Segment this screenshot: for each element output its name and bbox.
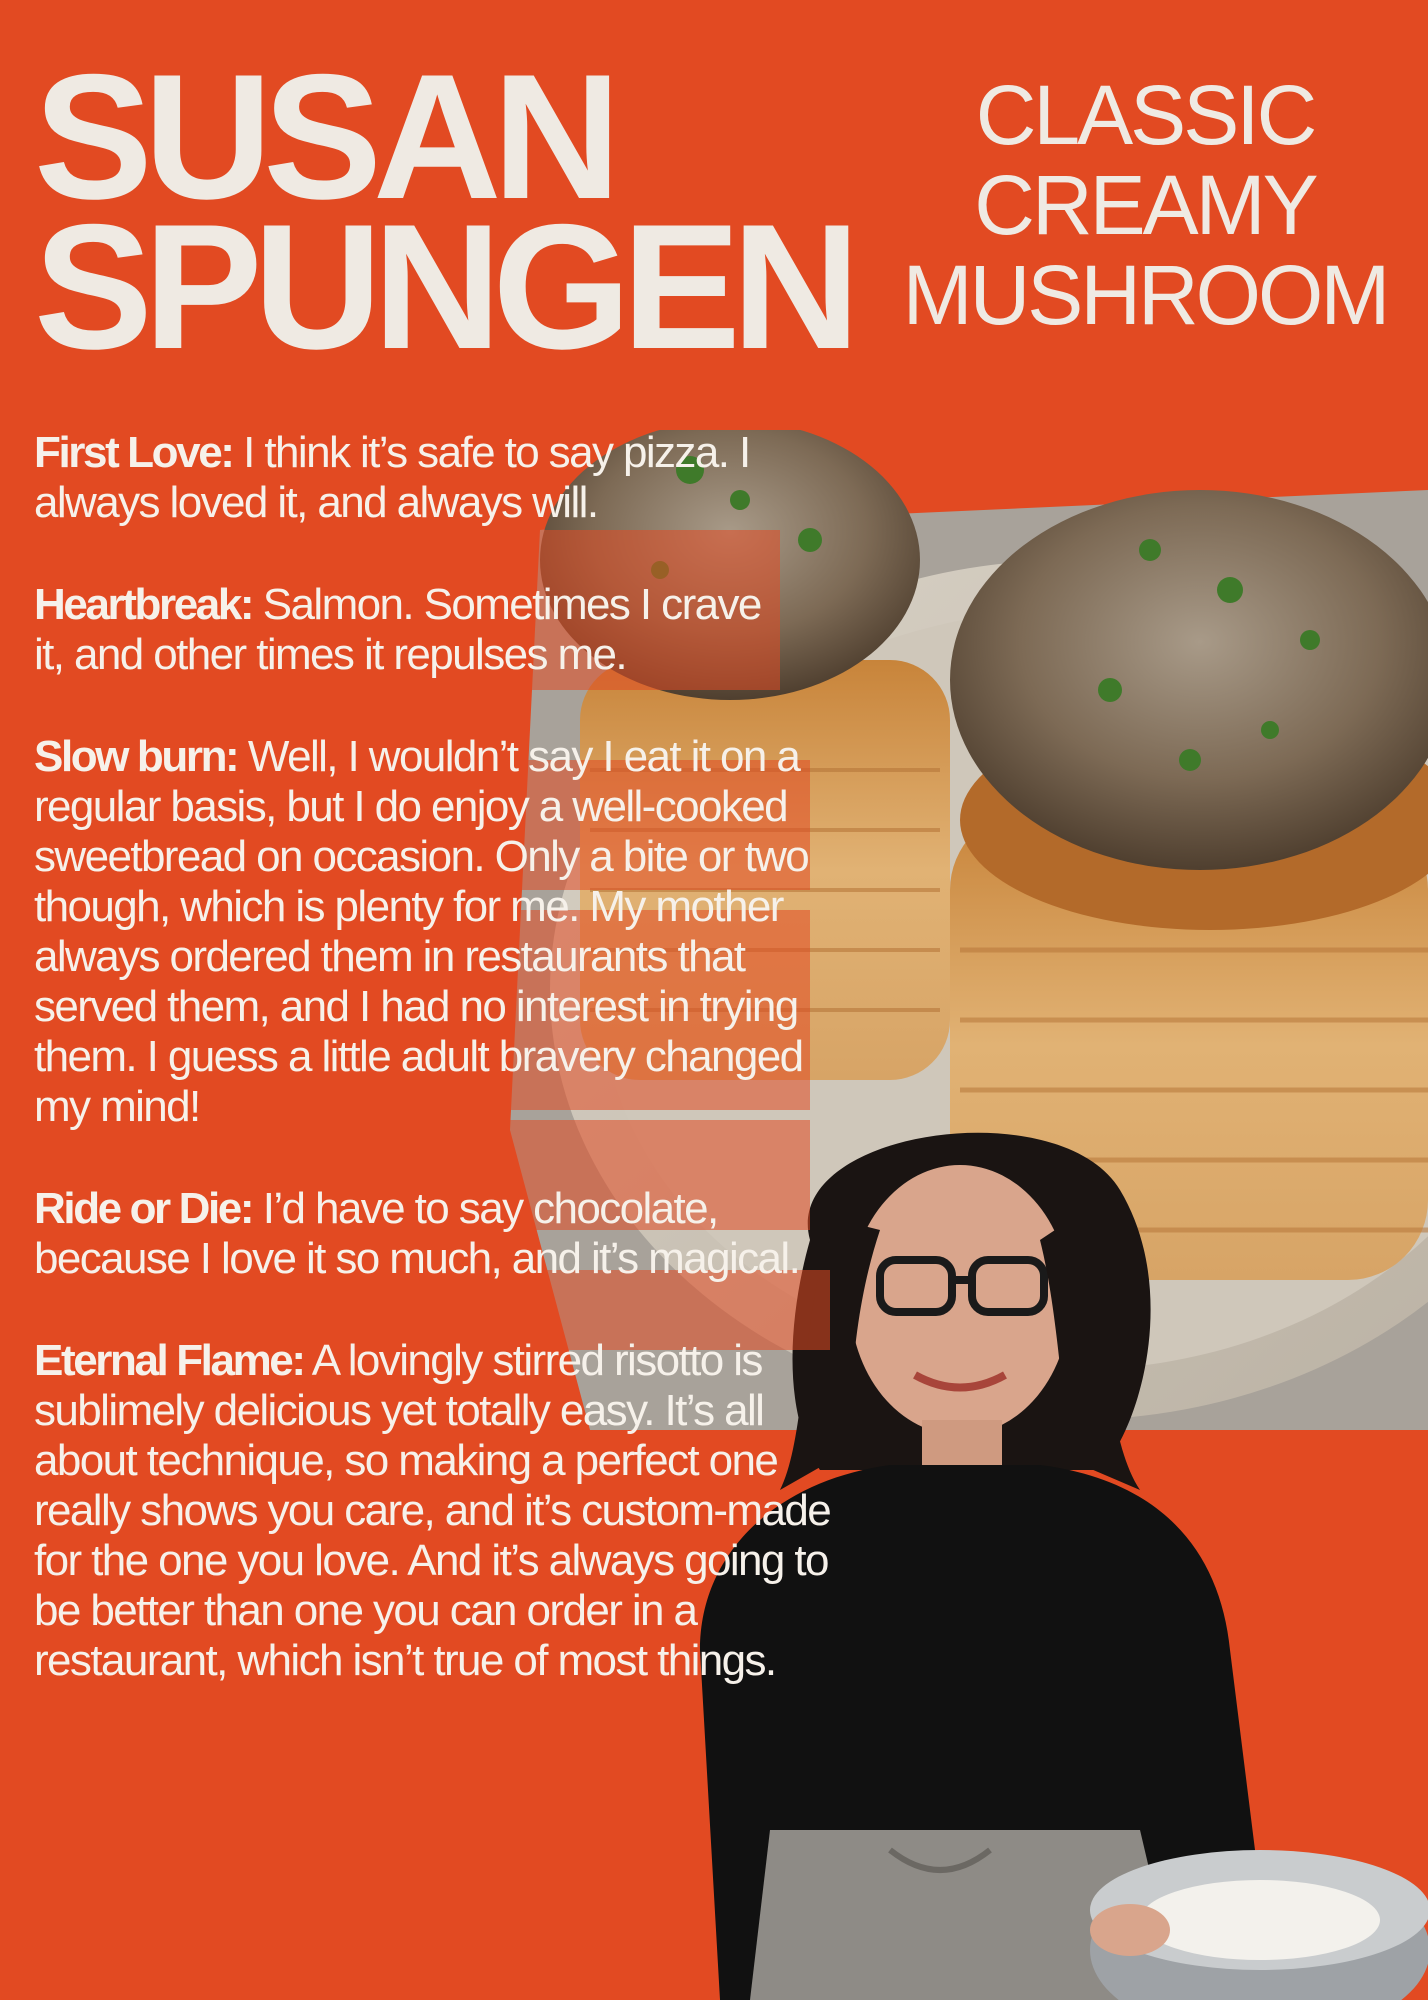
entry-label: Heartbreak: — [34, 580, 253, 629]
name-line-2: SPUNGEN — [34, 187, 852, 386]
qa-list — [34, 428, 854, 1738]
entry-label: First Love: — [34, 428, 233, 477]
entry-label: Ride or Die: — [34, 1184, 253, 1233]
dish-line-1: CLASSIC — [975, 68, 1315, 162]
entry-label: Eternal Flame: — [34, 1336, 304, 1385]
entry-slow-burn — [34, 732, 824, 1132]
chef-name — [34, 37, 852, 386]
dish-line-2: CREAMY — [974, 158, 1316, 252]
dish-line-3: MUSHROOM — [902, 248, 1388, 342]
entry-eternal-flame — [34, 1336, 844, 1686]
dish-title — [880, 70, 1410, 340]
entry-text: Well, I wouldn’t say I eat it on a regular basis, but I do enjoy a well-cooked sweetbread on occasion. Only a bite or two though, which is plenty for me. My mother always ordered them in restaurants that served them, and I had no interest in trying them. I guess a little adult bravery changed my mind! — [34, 732, 809, 1131]
entry-ride-or-die — [34, 1184, 844, 1284]
entry-text: Salmon. Sometimes I crave it, and other times it repulses me. — [34, 580, 761, 679]
entry-text: A lovingly stirred risotto is sublimely delicious yet totally easy. It’s all about technique, so making a perfect one really shows you care, and it’s custom-made for the one you love. And it’s always going to be better than one you can order in a restaurant, which isn’t true of most things. — [34, 1336, 831, 1685]
entry-text: I’d have to say chocolate, because I love it so much, and it’s magical. — [34, 1184, 800, 1283]
entry-first-love — [34, 428, 834, 528]
name-line-1: SUSAN — [34, 37, 613, 236]
entry-label: Slow burn: — [34, 732, 238, 781]
entry-text: I think it’s safe to say pizza. I always loved it, and always will. — [34, 428, 750, 527]
entry-heartbreak — [34, 580, 794, 680]
